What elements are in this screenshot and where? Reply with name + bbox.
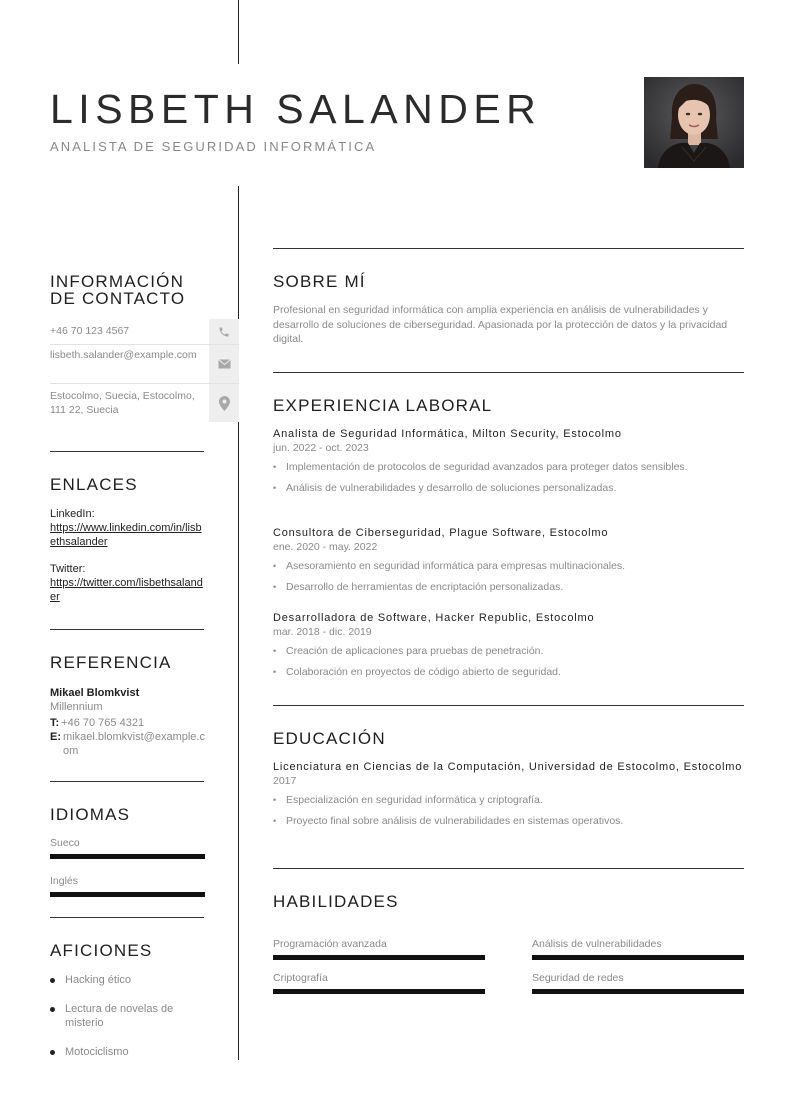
hobbies-section — [50, 942, 205, 1059]
language-level-bar — [50, 854, 205, 859]
education-heading: EDUCACIÓN — [273, 729, 386, 748]
contact-section — [50, 273, 205, 307]
job-title: Analista de Seguridad Informática, Milton Security, Estocolmo — [273, 428, 622, 440]
language-item — [50, 874, 205, 897]
job-bullet: • Creación de aplicaciones para pruebas de penetración. — [273, 644, 703, 658]
skill-level-bar — [532, 955, 744, 960]
contact-heading-line1: INFORMACIÓN — [50, 272, 185, 291]
profile-photo — [644, 77, 744, 168]
about-heading: SOBRE MÍ — [273, 272, 366, 291]
link-twitter[interactable]: https://twitter.com/lisbethsalander — [50, 577, 203, 603]
education-bullet: • Proyecto final sobre análisis de vulnerabilidades en sistemas operativos. — [273, 814, 703, 828]
contact-list — [50, 319, 239, 422]
job-title: Desarrolladora de Software, Hacker Republic, Estocolmo — [273, 612, 595, 624]
skill-item — [532, 971, 744, 994]
envelope-icon — [209, 345, 239, 383]
skill-name: Análisis de vulnerabilidades — [532, 938, 662, 950]
reference-heading: REFERENCIA — [50, 653, 172, 672]
contact-heading-line2: DE CONTACTO — [50, 289, 186, 308]
skill-level-bar — [273, 955, 485, 960]
contact-address: Estocolmo, Suecia, Estocolmo, 111 22, Suecia — [50, 390, 195, 416]
contact-phone-row — [50, 319, 239, 345]
divider — [50, 629, 204, 630]
skills-heading: HABILIDADES — [273, 892, 399, 911]
candidate-title: ANALISTA DE SEGURIDAD INFORMÁTICA — [50, 139, 377, 154]
skill-name: Programación avanzada — [273, 938, 387, 950]
job-bullet: • Asesoramiento en seguridad informática para empresas multinacionales. — [273, 559, 703, 573]
hobby-item: Hacking ético — [50, 973, 205, 987]
top-divider-line — [238, 0, 239, 64]
job-title: Consultora de Ciberseguridad, Plague Software, Estocolmo — [273, 527, 609, 539]
job-bullet: • Análisis de vulnerabilidades y desarrollo de soluciones personalizadas. — [273, 481, 703, 495]
education-entry — [273, 760, 744, 835]
divider — [273, 868, 744, 869]
skill-item — [273, 971, 485, 994]
skill-item — [273, 937, 485, 960]
link-linkedin[interactable]: https://www.linkedin.com/in/lisbethsalander — [50, 522, 202, 548]
reference-email[interactable]: mikael.blomkvist@example.com — [63, 731, 205, 757]
job-entry — [273, 427, 744, 502]
job-dates: ene. 2020 - may. 2022 — [273, 541, 378, 553]
skill-name: Criptografía — [273, 972, 328, 984]
education-year: 2017 — [273, 775, 297, 787]
reference-email-label: E: — [50, 731, 61, 743]
skill-name: Seguridad de redes — [532, 972, 624, 984]
skill-item — [532, 937, 744, 960]
reference-email-line — [50, 730, 205, 758]
job-entry — [273, 611, 744, 686]
job-bullet: • Implementación de protocolos de seguridad avanzados para proteger datos sensibles. — [273, 460, 703, 474]
map-pin-icon — [209, 384, 239, 422]
divider — [273, 372, 744, 373]
skill-level-bar — [273, 989, 485, 994]
job-bullet: • Colaboración en proyectos de código abierto de seguridad. — [273, 665, 703, 679]
job-entry — [273, 526, 744, 601]
candidate-name: LISBETH SALANDER — [50, 86, 542, 132]
education-bullet: • Especialización en seguridad informática y criptografía. — [273, 793, 703, 807]
divider — [50, 451, 204, 452]
languages-section — [50, 806, 205, 897]
job-dates: mar. 2018 - dic. 2019 — [273, 626, 372, 638]
experience-heading: EXPERIENCIA LABORAL — [273, 396, 493, 415]
language-level-bar — [50, 892, 205, 897]
language-name: Inglés — [50, 875, 79, 887]
contact-email-row — [50, 345, 239, 384]
contact-email[interactable]: lisbeth.salander@example.com — [50, 349, 197, 361]
divider — [50, 781, 204, 782]
divider — [273, 248, 744, 249]
phone-icon — [209, 319, 239, 344]
reference-phone-line — [50, 716, 205, 730]
skill-level-bar — [532, 989, 744, 994]
link-item — [50, 562, 205, 604]
language-name: Sueco — [50, 837, 80, 849]
job-bullet: • Desarrollo de herramientas de encriptación personalizadas. — [273, 580, 703, 594]
divider — [50, 917, 204, 918]
divider — [273, 705, 744, 706]
reference-section — [50, 654, 205, 758]
about-text: Profesional en seguridad informática con amplia experiencia en análisis de vulnerabilidades y desarrollo de soluciones de ciberseguridad. Apasionada por la protección de datos y la privacidad digital. — [273, 304, 728, 345]
reference-phone: +46 70 765 4321 — [61, 717, 145, 729]
link-item — [50, 507, 205, 549]
hobby-item: Motociclismo — [50, 1045, 205, 1059]
links-section — [50, 476, 205, 604]
languages-heading: IDIOMAS — [50, 805, 131, 824]
links-heading: ENLACES — [50, 475, 138, 494]
contact-address-row — [50, 384, 239, 422]
link-label-twitter: Twitter: — [50, 563, 86, 575]
hobby-item: Lectura de novelas de misterio — [50, 1002, 205, 1030]
education-title: Licenciatura en Ciencias de la Computación, Universidad de Estocolmo, Estocolmo — [273, 761, 743, 773]
link-label-linkedin: LinkedIn: — [50, 508, 95, 520]
hobbies-heading: AFICIONES — [50, 941, 153, 960]
contact-phone: +46 70 123 4567 — [50, 325, 130, 337]
reference-name: Mikael Blomkvist — [50, 687, 140, 699]
column-divider-line — [238, 186, 239, 1060]
reference-phone-label: T: — [50, 717, 60, 729]
language-item — [50, 836, 205, 859]
job-dates: jun. 2022 - oct. 2023 — [273, 442, 369, 454]
reference-organization: Millennium — [50, 701, 103, 713]
